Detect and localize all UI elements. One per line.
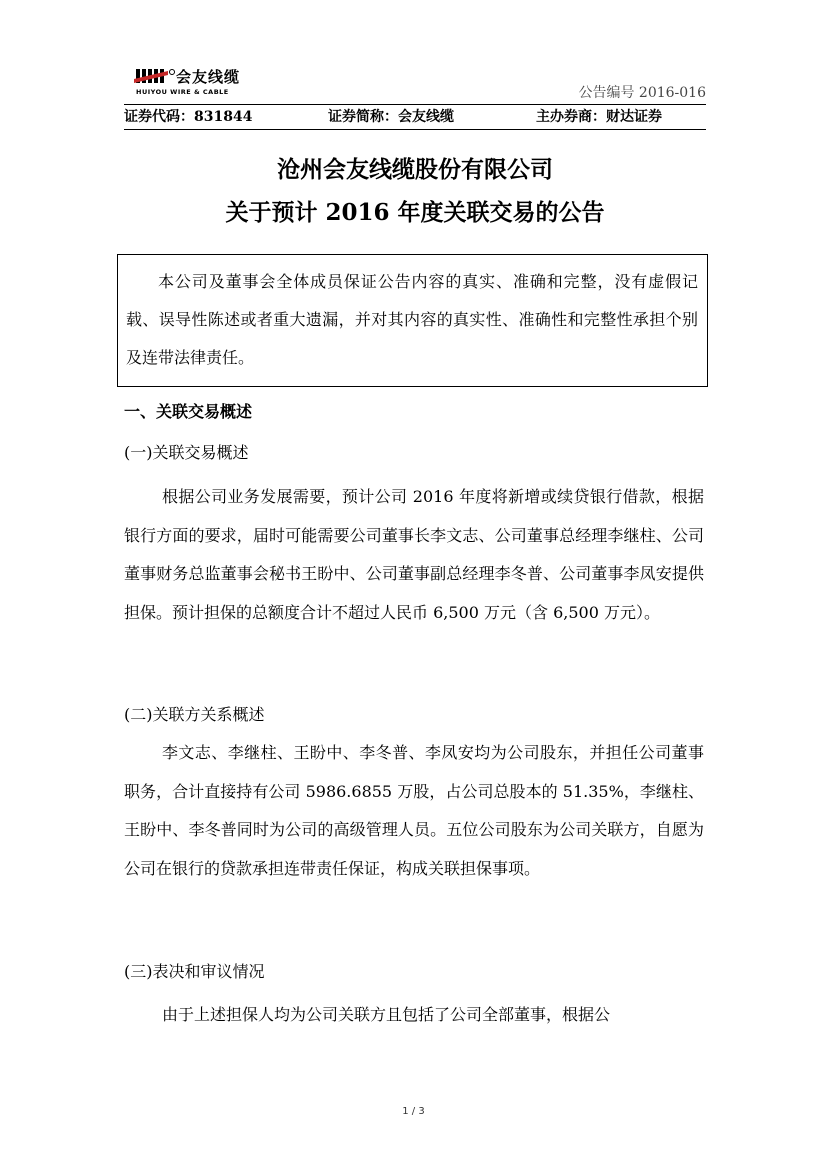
securities-short-name: 证券简称：会友线缆 <box>328 109 454 125</box>
disclaimer-text: 本公司及董事会全体成员保证公告内容的真实、准确和完整，没有虚假记载、误导性陈述或者重大遗漏，并对其内容的真实性、准确性和完整性承担个别及连带法律责任。 <box>126 272 698 367</box>
info-divider <box>124 129 706 130</box>
document-title-line-2: 关于预计 2016 年度关联交易的公告 <box>225 199 605 226</box>
subsection-heading-2: (二)关联方关系概述 <box>124 705 265 724</box>
announcement-number: 公告编号 2016-016 <box>578 85 706 101</box>
logo-name: 会友线缆 <box>176 68 241 86</box>
paragraph-related-parties: 李文志、李继柱、王盼中、李冬普、李凤安均为公司股东，并担任公司董事职务，合计直接持有公司 5986.6855 万股，占公司总股本的 51.35%，李继柱、王盼中、李冬普同时为公司的高级管理人员。五位公司股东为公司关联方，自愿为公司在银行的贷款承担连带责任保证，构成关联担保事项。 <box>124 743 704 878</box>
company-logo <box>132 67 282 97</box>
document-title-line-1: 沧州会友线缆股份有限公司 <box>277 156 553 183</box>
paragraph-voting-review: 由于上述担保人均为公司关联方且包括了公司全部董事，根据公 <box>162 1005 611 1024</box>
logo-subtitle: HUIYOU WIRE & CABLE <box>136 88 229 96</box>
securities-info-row <box>124 106 706 128</box>
page-number: 1 / 3 <box>402 1106 425 1117</box>
disclaimer-box <box>117 254 708 387</box>
securities-code: 证券代码：831844 <box>124 109 253 125</box>
section-heading-1: 一、关联交易概述 <box>124 402 253 421</box>
header-divider <box>124 104 706 105</box>
subsection-heading-1: (一)关联交易概述 <box>124 443 249 462</box>
logo-mark-icon <box>132 67 176 87</box>
paragraph-transaction-overview: 根据公司业务发展需要，预计公司 2016 年度将新增或续贷银行借款，根据银行方面的要求，届时可能需要公司董事长李文志、公司董事总经理李继柱、公司董事财务总监董事会秘书王盼中、公司董事副总经理李冬普、公司董事李凤安提供担保。预计担保的总额度合计不超过人民币 6,500 万元（含 6,500 万元）。 <box>124 487 704 622</box>
page-header <box>124 62 706 102</box>
sponsor-broker: 主办券商：财达证券 <box>536 109 662 125</box>
subsection-heading-3: (三)表决和审议情况 <box>124 962 265 981</box>
